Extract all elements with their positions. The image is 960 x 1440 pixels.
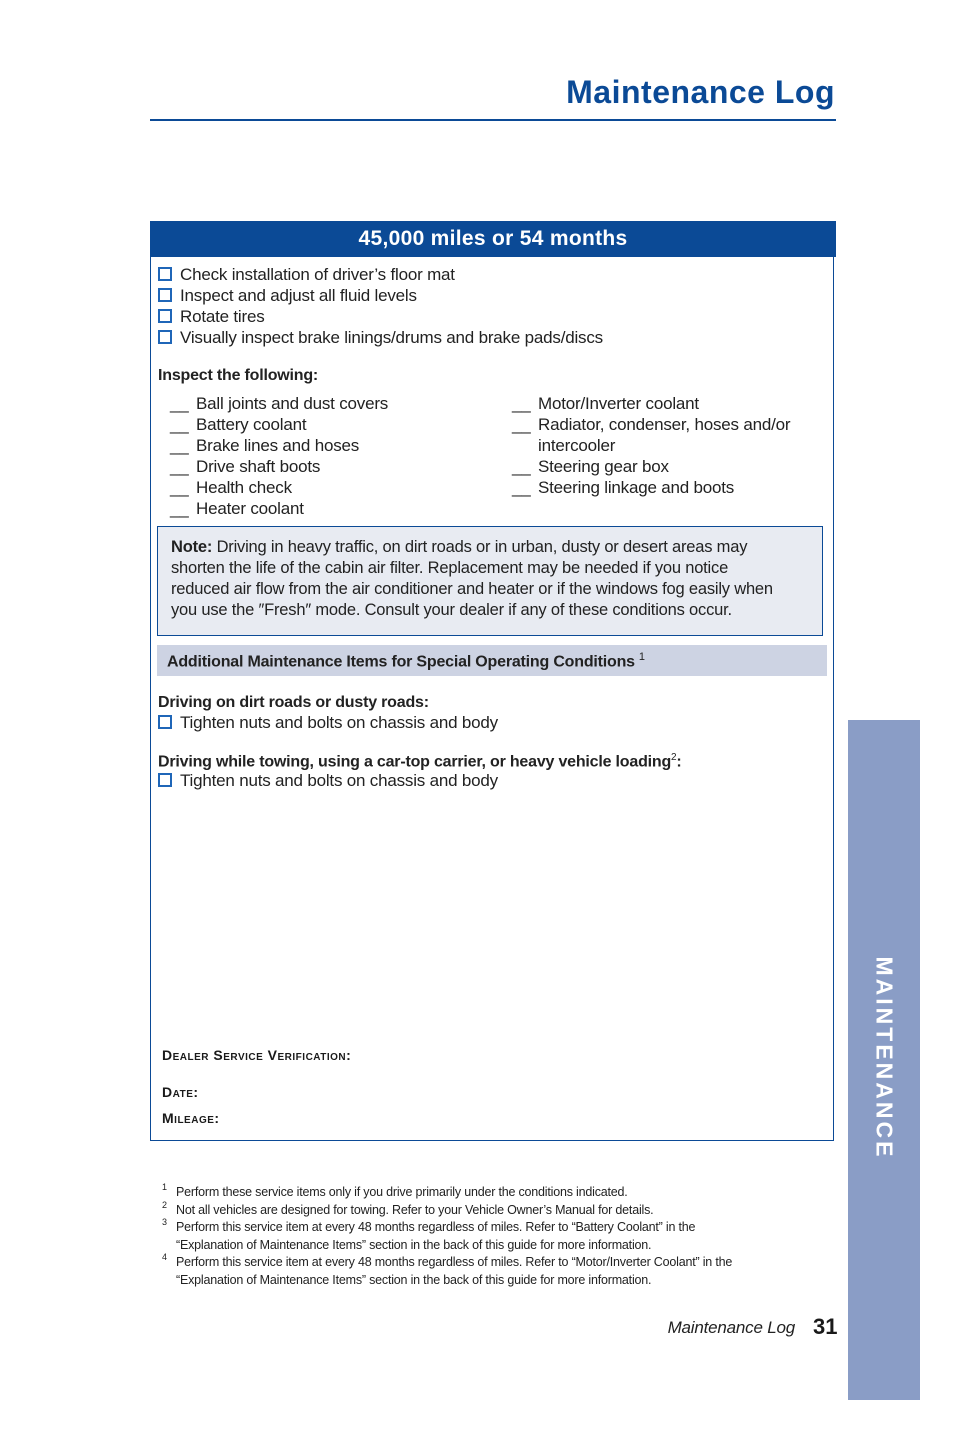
mileage-label: Mileage: <box>162 1110 220 1126</box>
footnotes <box>162 1184 842 1289</box>
inspect-item: __ Radiator, condenser, hoses and/or <box>512 415 791 434</box>
inspect-item: __ Drive shaft boots <box>170 457 321 476</box>
task-item: Visually inspect brake linings/drums and brake pads/discs <box>158 327 603 348</box>
inspect-item: __ Motor/Inverter coolant <box>512 394 699 413</box>
footnote: 4 Perform this service item at every 48 months regardless of miles. Refer to “Motor/Inverter Coolant” in the “Explanation of Maintenance Items” section in the back of this guide for more information. <box>162 1252 733 1287</box>
inspect-item-continued: intercooler <box>538 436 616 455</box>
task-item: Tighten nuts and bolts on chassis and body <box>158 770 498 791</box>
checkbox-icon[interactable] <box>158 288 172 302</box>
task-item: Check installation of driver’s floor mat <box>158 264 455 285</box>
note-label: Note: <box>171 538 213 556</box>
title-divider <box>150 119 836 121</box>
inspect-item: __ Brake lines and hoses <box>170 436 360 455</box>
interval-title: 45,000 miles or 54 months <box>150 221 836 257</box>
task-item: Inspect and adjust all fluid levels <box>158 285 417 306</box>
task-item: Tighten nuts and bolts on chassis and body <box>158 712 498 733</box>
footnote: 1 Perform these service items only if you drive primarily under the conditions indicated. <box>162 1182 628 1199</box>
page-title: Maintenance Log <box>566 74 835 110</box>
inspect-item: __ Battery coolant <box>170 415 307 434</box>
inspect-heading: Inspect the following: <box>158 367 319 384</box>
footer-section-label: Maintenance Log <box>667 1318 795 1337</box>
condition-heading: Driving while towing, using a car-top carrier, or heavy vehicle loading$^2$: <box>158 752 682 771</box>
inspect-item: __ Heater coolant <box>170 499 304 518</box>
date-label: Date: <box>162 1084 199 1100</box>
dealer-verification-label: Dealer Service Verification: <box>162 1047 352 1063</box>
checkbox-icon[interactable] <box>158 330 172 344</box>
checkbox-icon[interactable] <box>158 715 172 729</box>
inspect-item: __ Ball joints and dust covers <box>170 394 389 413</box>
note-text: Note: Driving in heavy traffic, on dirt roads or in urban, dusty or desert areas may shorten the life of the cabin air filter. Replacement may be needed if you notice reduced air flow from the air conditioner and heater or if the windows fog easily when you use the ″Fresh″ mode. Consult your dealer if any of these conditions occur. <box>171 538 773 619</box>
side-tab-label: MAINTENANCE <box>871 956 898 1160</box>
footnote: 3 Perform this service item at every 48 months regardless of miles. Refer to “Battery Coolant” in the “Explanation of Maintenance Items” section in the back of this guide for more information. <box>162 1217 696 1252</box>
checkbox-icon[interactable] <box>158 773 172 787</box>
page-number: 31 <box>813 1314 838 1339</box>
task-item: Rotate tires <box>158 306 265 327</box>
maintenance-box <box>150 221 834 1141</box>
inspect-item: __ Steering gear box <box>512 457 669 476</box>
inspect-item: __ Health check <box>170 478 292 497</box>
checkbox-icon[interactable] <box>158 309 172 323</box>
condition-heading: Driving on dirt roads or dusty roads: <box>158 694 429 711</box>
additional-items-heading: Additional Maintenance Items for Special Operating Conditions $^1$ <box>167 651 645 671</box>
checkbox-icon[interactable] <box>158 267 172 281</box>
inspect-item: __ Steering linkage and boots <box>512 478 735 497</box>
footnote: 2 Not all vehicles are designed for towing. Refer to your Vehicle Owner’s Manual for details. <box>162 1199 654 1217</box>
